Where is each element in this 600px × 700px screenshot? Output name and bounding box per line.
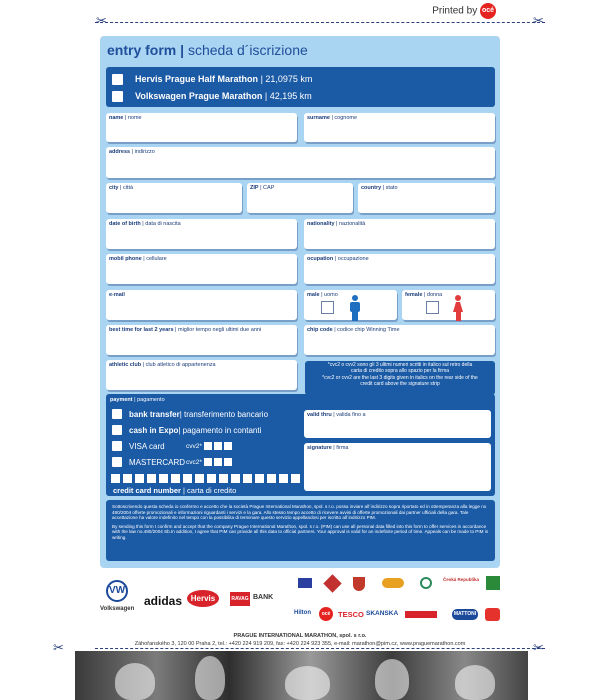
card-digit-box[interactable]	[279, 474, 288, 483]
zip-field[interactable]: ZIP | CAP	[247, 183, 353, 213]
bank-logo: BANK	[253, 594, 274, 601]
nationality-field[interactable]: nationality | nazionalità	[304, 219, 495, 249]
card-digit-box[interactable]	[195, 474, 204, 483]
payment-checkbox[interactable]	[112, 441, 122, 451]
athletic-club-field[interactable]: athletic club | club atletico di appartenenza	[106, 360, 297, 390]
male-person-icon	[349, 295, 361, 321]
race-option-half[interactable]: Hervis Prague Half Marathon | 21,0975 km	[112, 72, 312, 86]
card-digit-box[interactable]	[207, 474, 216, 483]
race-option-full[interactable]: Volkswagen Prague Marathon | 42,195 km	[112, 89, 312, 103]
sponsor-logos	[100, 572, 500, 630]
oce-logo: océ	[480, 3, 496, 19]
eu-flag-icon	[298, 578, 312, 588]
organizer-address: Záhořanského 3, 120 00 Praha 2, tel.: +420 224 919 209, fax: +420 224 923 355, e-mail: marathon@pim.cz, www.praguemarathon.com	[134, 641, 466, 647]
card-digit-box[interactable]	[267, 474, 276, 483]
adidas-logo: adidas	[144, 594, 183, 608]
chip-code-field[interactable]: chip code | codice chip Winning Time	[304, 325, 495, 355]
payment-bank-transfer[interactable]: bank transfer | transferimento bancario	[112, 409, 268, 419]
credit-card-number-boxes[interactable]	[111, 474, 303, 483]
occupation-field[interactable]: ocupation | occupazione	[304, 254, 495, 284]
scissors-icon: ✂	[533, 640, 544, 655]
organizer-footer	[100, 632, 500, 648]
valid-thru-field[interactable]: valid thru | valida fino a	[304, 410, 491, 438]
ceska-republika-logo: Česká Republika	[443, 577, 480, 582]
sponsor-logo-icon	[420, 577, 432, 589]
city-field[interactable]: city | città	[106, 183, 242, 213]
payment-checkbox[interactable]	[112, 457, 122, 467]
card-digit-box[interactable]	[183, 474, 192, 483]
name-field[interactable]: name | nome	[106, 113, 297, 142]
race-selection	[106, 67, 495, 107]
card-digit-box[interactable]	[171, 474, 180, 483]
payment-cash-expo[interactable]: cash in Expo | pagamento in contanti	[112, 425, 261, 435]
scissors-icon: ✂	[533, 13, 544, 28]
race-checkbox[interactable]	[112, 91, 123, 102]
vw-logo-icon: VW	[106, 580, 128, 602]
sponsor-logo-icon	[485, 608, 500, 621]
country-field[interactable]: country | stato	[358, 183, 495, 213]
scissors-icon: ✂	[96, 13, 107, 28]
card-digit-box[interactable]	[159, 474, 168, 483]
mobile-phone-field[interactable]: mobil phone | cellulare	[106, 254, 297, 284]
mattoni-logo: MATTONI	[452, 609, 478, 620]
race-checkbox[interactable]	[112, 74, 123, 85]
cvv-note: *cvc2 o cvv2 sono gli 3 ultimi numeri scritti in italico sul retro della carta di credito sopra allo spazio per la firma *cvc2 or cvv2 are the last 3 digits given in italics on the rear side of the credit card above the signature strip	[305, 361, 495, 395]
surname-field[interactable]: surname | cognome	[304, 113, 495, 142]
card-digit-box[interactable]	[135, 474, 144, 483]
organizer-name: PRAGUE INTERNATIONAL MARATHON, spol. s r.o.	[233, 633, 367, 639]
ravag-logo: RAVAG	[230, 592, 250, 606]
male-checkbox[interactable]	[321, 301, 334, 314]
card-digit-box[interactable]	[219, 474, 228, 483]
hervis-logo: Hervis	[187, 590, 219, 607]
consent-text	[106, 500, 495, 561]
sponsor-logo-icon	[405, 611, 437, 618]
payment-checkbox[interactable]	[112, 425, 122, 435]
sponsor-logo-icon	[382, 578, 404, 588]
sponsor-logo-icon	[486, 576, 500, 590]
female-checkbox[interactable]	[426, 301, 439, 314]
visa-cvv[interactable]: cvv2*	[186, 442, 232, 450]
card-digit-box[interactable]	[231, 474, 240, 483]
credit-card-number-label: credit card number | carta di credito	[113, 486, 237, 495]
signature-field[interactable]: signature | firma	[304, 443, 491, 491]
payment-section	[106, 394, 495, 496]
entry-form	[100, 36, 500, 568]
hilton-logo: Hilton	[294, 610, 311, 616]
printed-by-label: Printed by	[432, 5, 478, 17]
payment-visa[interactable]: VISA card	[112, 441, 165, 451]
card-digit-box[interactable]	[243, 474, 252, 483]
oce-sponsor-logo: océ	[319, 607, 333, 621]
form-title: entry form | scheda d´iscrizione	[107, 42, 308, 58]
cut-line-top	[95, 22, 545, 23]
consent-english: By sending this form I confirm and accept that the company Prague International Marathon, spol. s r.o. (PIM) can use all personal data filled into this form to offer services in accordance with the law no.480/2004 Sb.In addition, I agree that PIM can provide all this data to official partners. Your approval is valid for an indefinite period of time. Appeals can be made to PIM in writing.	[112, 523, 489, 540]
prague-emblem-icon	[323, 574, 341, 592]
mastercard-cvc[interactable]: cvc2*	[186, 458, 232, 466]
payment-header: payment | pagamento	[110, 397, 165, 403]
gender-female-field[interactable]: female | donna	[402, 290, 495, 320]
card-digit-box[interactable]	[147, 474, 156, 483]
card-digit-box[interactable]	[123, 474, 132, 483]
payment-mastercard[interactable]: MASTERCARD	[112, 457, 185, 467]
email-field[interactable]: e-mail	[106, 290, 297, 320]
female-person-icon	[452, 295, 464, 321]
runners-photo	[75, 651, 528, 700]
skanska-logo: SKANSKA	[366, 610, 399, 617]
card-digit-box[interactable]	[291, 474, 300, 483]
card-digit-box[interactable]	[111, 474, 120, 483]
date-of-birth-field[interactable]: date of birth | data di nascita	[106, 219, 297, 249]
consent-italian: Sottoscrivendo questa scheda io confermo e accetto che la società Prague International Marathon, spol. s r.o. possa inviare all´indirizzo sopra riportato ed in ottemperanza alla legge no 480/2004 offerte promozionali e informazioni riguardanti i servizi e la gara. Allo stesso tempo accetto di ricevere avvisi di offerte promozionali dai partner ufficiali della gara. Tale accettazione ha valore indefinito nel tempo con la possibilita di terminare questo servizio appellandosi per iscritto all´indirizzo PIM.	[112, 504, 487, 521]
payment-checkbox[interactable]	[112, 409, 122, 419]
gender-male-field[interactable]: male | uomo	[304, 290, 397, 320]
city-crest-icon	[353, 577, 365, 591]
printed-by	[432, 3, 496, 19]
scissors-icon: ✂	[53, 640, 64, 655]
card-digit-box[interactable]	[255, 474, 264, 483]
tesco-logo: TESCO	[338, 610, 364, 619]
address-field[interactable]: address | indirizzo	[106, 147, 495, 178]
cut-line-bottom	[95, 648, 545, 649]
best-time-field[interactable]: best time for last 2 years | miglior tempo negli ultimi due anni	[106, 325, 297, 355]
vw-logo-text: Volkswagen	[100, 606, 135, 612]
